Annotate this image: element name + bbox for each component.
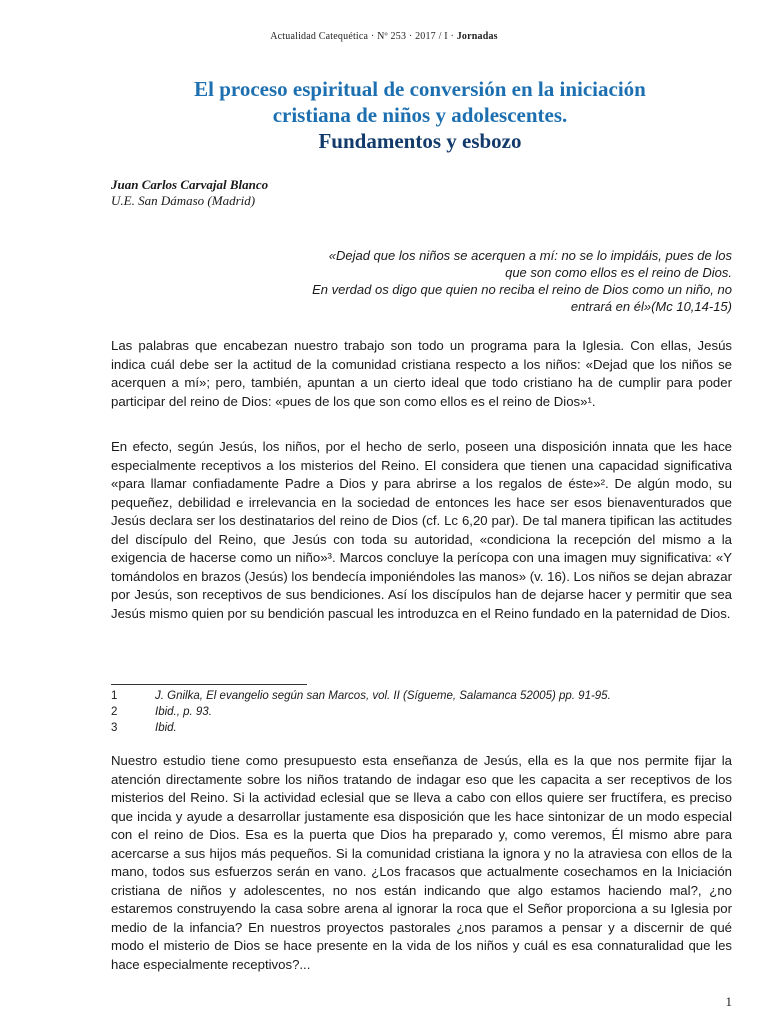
epigraph-line: que son como ellos es el reino de Dios. — [505, 265, 732, 280]
page-number: 1 — [725, 994, 732, 1009]
footnote — [111, 720, 731, 736]
paragraph-3: Nuestro estudio tiene como presupuesto esta enseñanza de Jesús, ella es la que nos permite fijar la atención directamente sobre los niños tratando de indagar eso que les capacita a ser receptivos de los misterios del Reino. Si la actividad eclesial que se lleva a cabo con ellos quiere ser fructífera, es preciso que incida y ayude a desarrollar justamente esa disposición que les hace sintonizar de un modo especial con el reino de Dios. Esa es la puerta que Dios ha preparado y, como veremos, Él mismo abre para acercarse a sus hijos más pequeños. Si la comunidad cristiana la ignora y no la atraviesa con ellos de la mano, todos sus esfuerzos serán en vano. ¿Los fracasos que actualmente cosechamos en la Iniciación cristiana de niños y adolescentes, no nos están indicando que algo estamos haciendo mal?, ¿no estaremos construyendo la casa sobre arena al ignorar la roca que el Señor proporciona a su Iglesia por medio de la infancia? En nuestros proyectos pastorales ¿nos paramos a pensar y a discernir de qué modo el misterio de Dios se hace presente en la vida de los niños y cuál es esa connaturalidad que les hace especialmente receptivos?... — [111, 753, 732, 972]
footnote-text: J. Gnilka, El evangelio según san Marcos, vol. II (Sígueme, Salamanca 52005) pp. 91-95. — [155, 690, 611, 702]
title-line-1: El proceso espiritual de conversión en la iniciación — [194, 77, 646, 101]
section-name: Jornadas — [456, 31, 498, 42]
footnotes — [111, 688, 731, 736]
footnote-number: 3 — [111, 722, 118, 734]
paragraph-1: Las palabras que encabezan nuestro trabajo son todo un programa para la Iglesia. Con ellas, Jesús indica cuál debe ser la actitud de la comunidad cristiana respecto a los niños: «Dejad que los niños se acerquen a mí»; pero, también, apuntan a un cierto ideal que todo cristiano ha de cumplir para poder participar del reino de Dios: «pues de los que son como ellos es el reino de Dios»¹. — [111, 338, 732, 409]
author-name: Juan Carlos Carvajal Blanco — [111, 177, 269, 192]
footnote — [111, 704, 731, 720]
author-affiliation: U.E. San Dámaso (Madrid) — [111, 193, 256, 208]
epigraph — [212, 247, 732, 315]
running-header — [0, 31, 768, 42]
title-line-2: cristiana de niños y adolescentes. — [272, 103, 568, 127]
epigraph-line: entrará en él»(Mc 10,14-15) — [570, 299, 732, 314]
footnote-text: Ibid., p. 93. — [155, 706, 212, 718]
footnote-number: 2 — [111, 706, 118, 718]
footnote-number: 1 — [111, 690, 118, 702]
footnote-divider — [111, 684, 307, 685]
article-title — [100, 76, 740, 128]
footnote — [111, 688, 731, 704]
epigraph-line: En verdad os digo que quien no reciba el reino de Dios como un niño, no — [312, 282, 732, 297]
paragraph-2: En efecto, según Jesús, los niños, por el hecho de serlo, poseen una disposición innata que les hace especialmente receptivos a los misterios del Reino. El considera que tienen una capacidad significativa «para llamar confiadamente Padre a Dios y para abrirse a los regalos de éste»². De algún modo, su pequeñez, debilidad e irrelevancia en la sociedad de entonces les hace ser esos bienaventurados que Jesús declara ser los destinatarios del reino de Dios (cf. Lc 6,20 par). De tal manera tipifican las actitudes del discípulo del Reino, que Jesús con toda su autoridad, «condiciona la recepción del mismo a la exigencia de hacerse como un niño»³. Marcos concluye la perícopa con una imagen muy significativa: «Y tomándolos en brazos (Jesús) los bendecía imponiéndoles las manos» (v. 16). Los niños se dejan abrazar por Jesús, son receptivos de sus bendiciones. Así los discípulos han de dejarse hacer y permitir que sea Jesús mismo quien por su bendición pascual les introduzca en el Reino fundado en la paternidad de Dios. — [111, 439, 732, 621]
footnote-text: Ibid. — [155, 722, 177, 734]
epigraph-line: «Dejad que los niños se acerquen a mí: no se lo impidáis, pues de los — [328, 248, 732, 263]
journal-info: Actualidad Catequética · Nº 253 · 2017 / I · — [270, 31, 455, 42]
article-subtitle: Fundamentos y esbozo — [318, 129, 522, 153]
